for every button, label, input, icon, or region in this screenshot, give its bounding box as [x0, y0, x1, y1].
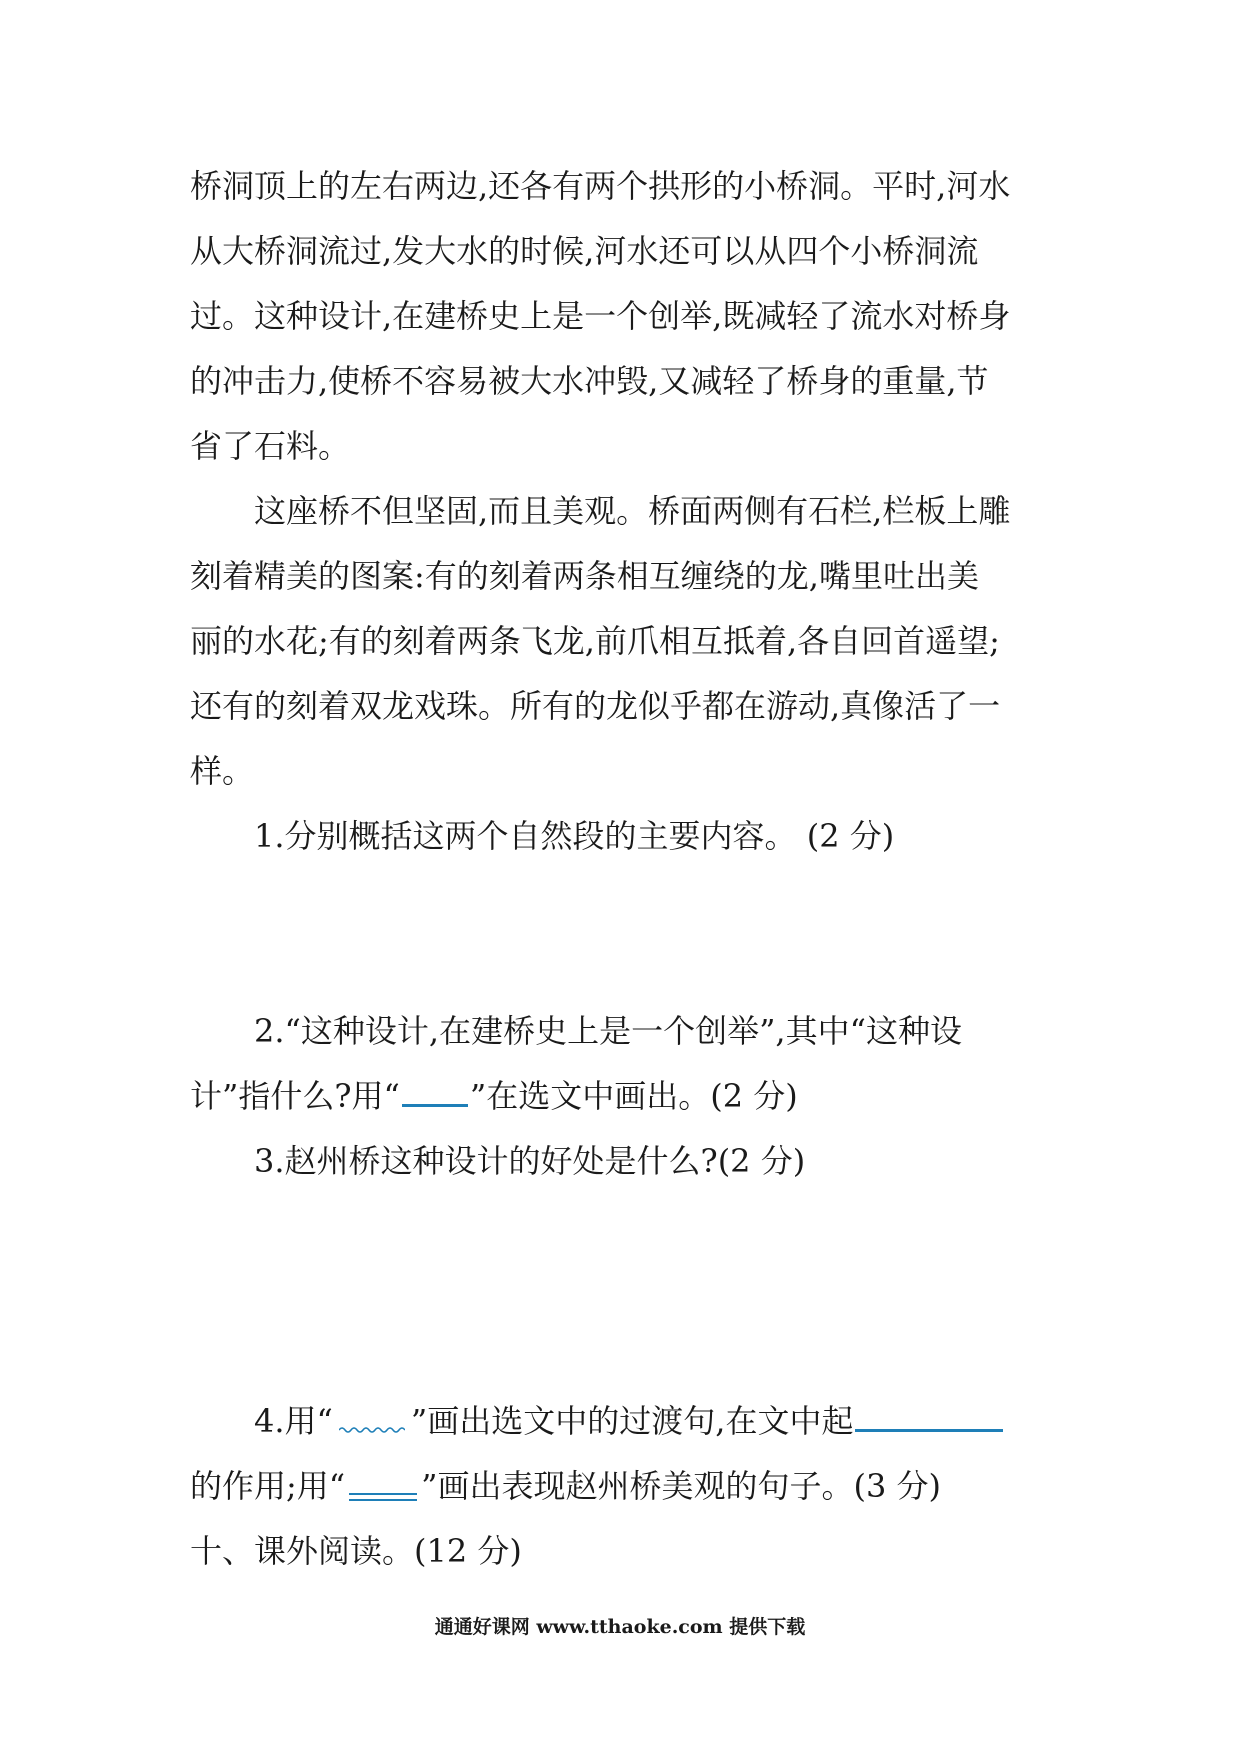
- straight-underline-mark: [402, 1100, 468, 1107]
- passage-line: 的冲击力,使桥不容易被大水冲毁,又减轻了桥身的重量,节: [190, 362, 989, 400]
- question-4-text-d: ”画出表现赵州桥美观的句子。(3 分): [421, 1467, 942, 1505]
- question-1: 1.分别概括这两个自然段的主要内容。 (2 分): [254, 817, 895, 855]
- passage-line: 省了石料。: [190, 427, 351, 465]
- question-4-text-c: 的作用;用“: [190, 1467, 346, 1505]
- question-2-text-a: 计”指什么?用“: [190, 1077, 400, 1115]
- passage-line: 刻着精美的图案:有的刻着两条相互缠绕的龙,嘴里吐出美: [190, 557, 979, 595]
- question-2-text-b: ”在选文中画出。(2 分): [469, 1077, 798, 1115]
- double-underline-mark: [349, 1488, 417, 1501]
- question-4-line2: [190, 1466, 941, 1506]
- passage-line: 这座桥不但坚固,而且美观。桥面两侧有石栏,栏板上雕: [254, 492, 1011, 530]
- footer-credit: 通通好课网 www.tthaoke.com 提供下载: [434, 1616, 806, 1638]
- passage-line: 样。: [190, 752, 255, 790]
- passage-line: 从大桥洞流过,发大水的时候,河水还可以从四个小桥洞流: [190, 232, 979, 270]
- wavy-underline-mark: [339, 1426, 405, 1434]
- question-4-text-b: ”画出选文中的过渡句,在文中起: [410, 1402, 854, 1440]
- question-4-text-a: 4.用“: [254, 1402, 333, 1440]
- passage-line: 丽的水花;有的刻着两条飞龙,前爪相互抵着,各自回首遥望;: [190, 622, 1000, 660]
- question-3: 3.赵州桥这种设计的好处是什么?(2 分): [254, 1142, 806, 1180]
- question-4-line1: [254, 1401, 1003, 1441]
- passage-line: 还有的刻着双龙戏珠。所有的龙似乎都在游动,真像活了一: [190, 687, 1001, 725]
- section-heading: 十、课外阅读。(12 分): [190, 1532, 522, 1570]
- passage-line: 桥洞顶上的左右两边,还各有两个拱形的小桥洞。平时,河水: [190, 167, 1011, 205]
- passage-line: 过。这种设计,在建桥史上是一个创举,既减轻了流水对桥身: [190, 297, 1011, 335]
- answer-blank[interactable]: [855, 1425, 1003, 1432]
- question-2-line1: 2.“这种设计,在建桥史上是一个创举”,其中“这种设: [254, 1012, 962, 1050]
- question-2-line2: [190, 1076, 798, 1116]
